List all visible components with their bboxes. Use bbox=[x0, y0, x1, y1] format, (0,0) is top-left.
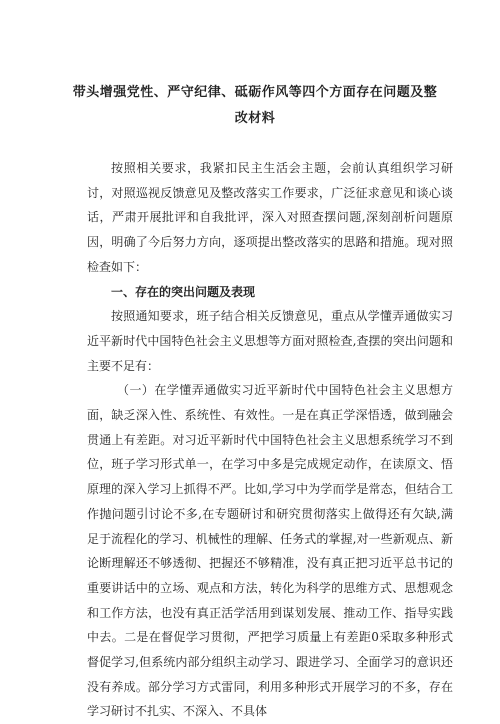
section-intro-paragraph: 按照通知要求，班子结合相关反馈意见，重点从学懂弄通做实习近平新时代中国特色社会主义思想等方面对照检查,查摆的突出问题和主要不足有： bbox=[87, 309, 453, 373]
document-body bbox=[87, 156, 453, 724]
section-heading: 一、存在的突出问题及表现 bbox=[111, 284, 256, 299]
document-title: 带头增强党性、严守纪律、砥砺作风等四个方面存在问题及整改材料 bbox=[72, 85, 438, 126]
subsection-paragraph: （一）在学懂弄通做实习近平新时代中国特色社会主义思想方面，缺乏深入性、系统性、有效性。一是在真正学深悟透，做到融会贯通上有差距。对习近平新时代中国特色社会主义思想系统学习不到位，班子学习形式单一，在学习中多是完成规定动作，在读原文、悟原理的深入学习上抓得不严。比如,学习中为学而学是常态，但结合工作抛问题引讨论不多,在专题研讨和研究贯彻落实上做得还有欠缺,满足于流程化的学习、机械性的理解、任务式的掌握,对一些新观点、新论断理解还不够透彻、把握还不够精准，没有真正把习近平总书记的重要讲话中的立场、观点和方法，转化为科学的思维方式、思想观念和工作方法，也没有真正活学活用到谋划发展、推动工作、指导实践中去。二是在督促学习贯彻，严把学习质量上有差距0采取多种形式督促学习,但系统内部分组织主动学习、跟进学习、全面学习的意识还没有养成。部分学习方式雷同，利用多种形式开展学习的不多，存在学习研讨不扎实、不深入、不具体 bbox=[87, 383, 453, 719]
intro-paragraph: 按照相关要求，我紧扣民主生活会主题，会前认真组织学习研讨，对照巡视反馈意见及整改落实工作要求，广泛征求意见和谈心谈话，严肃开展批评和自我批评，深入对照查摆问题,深刻剖析问题原因，明确了今后努力方向，逐项提出整改落实的思路和措施。现对照检查如下： bbox=[87, 161, 453, 274]
